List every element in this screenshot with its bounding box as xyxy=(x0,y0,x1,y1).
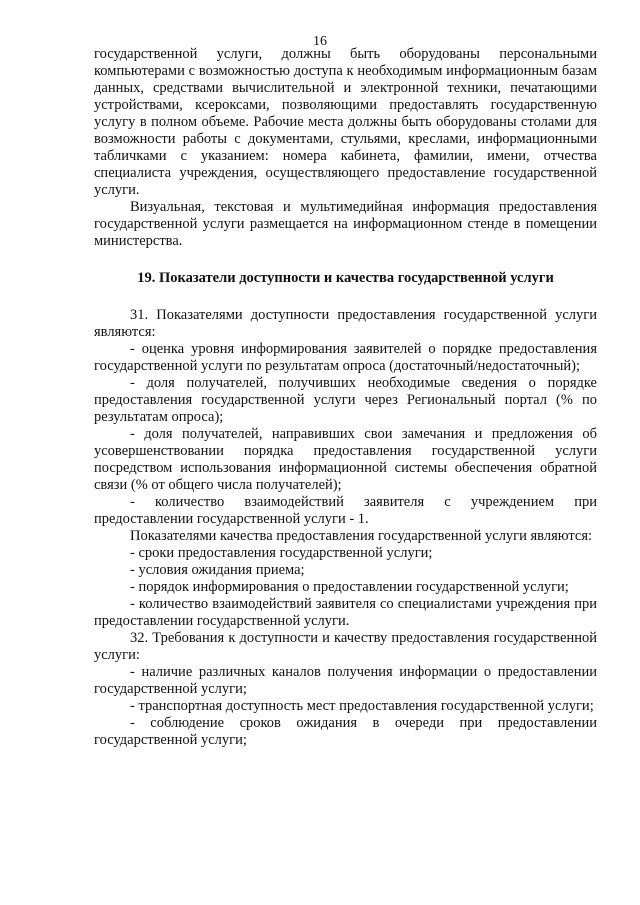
item-31-intro: 31. Показателями доступности предоставления государственной услуги являются: xyxy=(94,307,597,340)
paragraph-visual-info: Визуальная, текстовая и мультимедийная информация предоставления государственной услуги размещается на информационном стенде в помещении министерства. xyxy=(94,199,597,249)
paragraph-workplaces: государственной услуги, должны быть оборудованы персональными компьютерами с возможностью доступа к необходимым информационным базам данных, средствами вычислительной и электронной техники, печатающими устройствами, ксероксами, позволяющими предоставлять государственную услугу в полном объеме. Рабочие места должны быть оборудованы столами для возможности работы с документами, стульями, креслами, информационными табличками с указанием: номера кабинета, фамилии, имени, отчества специалиста учреждения, осуществляющего предоставление государственной услуги. xyxy=(94,46,597,198)
quality-bullet-d: - количество взаимодействий заявителя со специалистами учреждения при предоставлении государственной услуги. xyxy=(94,596,597,629)
page-number: 16 xyxy=(313,34,327,49)
quality-intro: Показателями качества предоставления государственной услуги являются: xyxy=(130,528,593,544)
item-32-bullet-c: - соблюдение сроков ожидания в очереди при предоставлении государственной услуги; xyxy=(94,715,597,748)
item-32-bullet-a: - наличие различных каналов получения информации о предоставлении государственной услуги; xyxy=(94,664,597,697)
item-31-bullet-c: - доля получателей, направивших свои замечания и предложения об усовершенствовании порядка предоставления государственной услуги посредством использования информационной системы обеспечения обратной связи (% от общего числа получателей); xyxy=(94,426,597,493)
item-31-bullet-b: - доля получателей, получивших необходимые сведения о порядке предоставления государственной услуги через Региональный портал (% по результатам опроса); xyxy=(94,375,597,425)
quality-bullet-a: - сроки предоставления государственной услуги; xyxy=(130,545,433,561)
item-32-intro: 32. Требования к доступности и качеству предоставления государственной услуги: xyxy=(94,630,597,663)
item-31-bullet-a: - оценка уровня информирования заявителей о порядке предоставления государственной услуги по результатам опроса (достаточный/недостаточный); xyxy=(94,341,597,374)
page-content xyxy=(94,46,597,749)
quality-bullet-c: - порядок информирования о предоставлении государственной услуги; xyxy=(130,579,569,595)
item-31-bullet-d: - количество взаимодействий заявителя с учреждением при предоставлении государственной услуги - 1. xyxy=(94,494,597,527)
quality-bullet-b: - условия ожидания приема; xyxy=(130,562,305,578)
section-heading: 19. Показатели доступности и качества государственной услуги xyxy=(137,270,554,286)
item-32-bullet-b: - транспортная доступность мест предоставления государственной услуги; xyxy=(130,698,594,714)
